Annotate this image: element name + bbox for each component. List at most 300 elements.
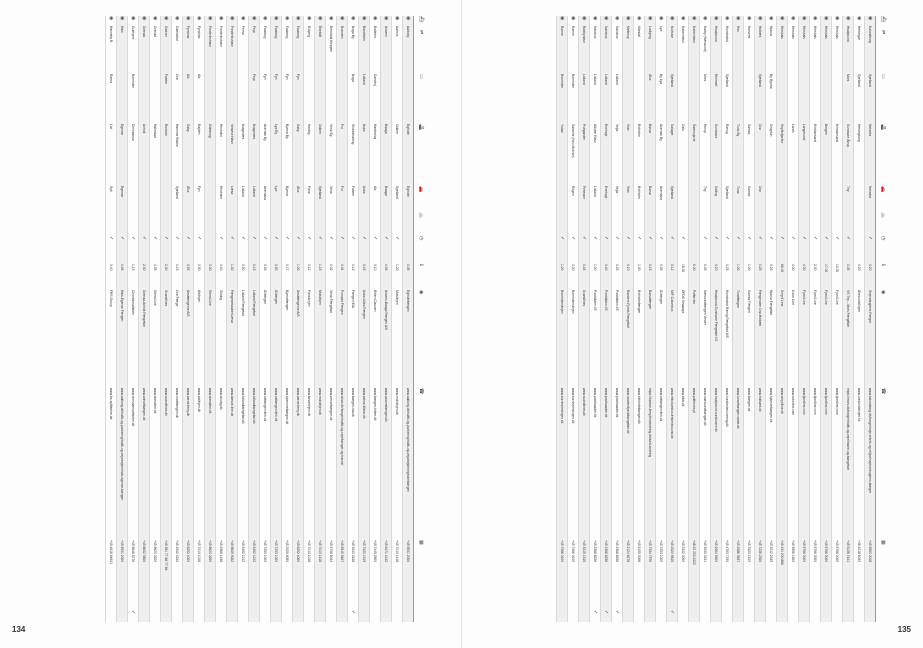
table-row (765, 16, 776, 622)
cell-web[interactable]: www.postbaaden.dk (593, 388, 597, 418)
table-row (798, 16, 809, 622)
cell-web[interactable]: www.aalborg.dk/trafik-og-parkering/trafik-og-vejarbejder/egholmfaergen (406, 388, 410, 493)
cell-web[interactable]: www.skive.dk/borger/trafik-og-veje/faerger-og-havne/ (340, 388, 344, 466)
cell-web[interactable]: www.aeroe-ferry.dk (186, 388, 190, 417)
cell-web[interactable]: www.aeroe-ferry.dk (296, 388, 300, 417)
cell-time: 0.15 (648, 264, 652, 271)
cell-web[interactable]: www.christiansoefarten.dk (131, 388, 135, 427)
cell-web[interactable]: www.stenaline.dk (208, 388, 212, 414)
table-row (589, 16, 600, 622)
table-row (567, 16, 578, 622)
cell-city: Samsø (747, 186, 751, 197)
cell-phone: +45 7010 1018 (307, 540, 311, 563)
row-marker-icon: ◉ (570, 16, 576, 21)
row-marker-icon: ◉ (207, 16, 213, 21)
cell-region (392, 74, 402, 124)
cell-phone: +45 9931 2000 (406, 540, 410, 563)
cell-city: Vejlø (615, 186, 619, 194)
cell-tick: ✓ (284, 236, 290, 241)
cell-region (337, 74, 347, 124)
cell-ck (139, 610, 149, 622)
cell-to: Albuen Havn (593, 124, 597, 143)
cell-web[interactable]: www.molslinjen.dk (395, 388, 399, 415)
cell-web[interactable]: www.fjordline.com (824, 388, 828, 415)
cell-city: Avernakø (659, 186, 663, 201)
cell-city: Salling (714, 186, 718, 196)
cell-port: Brenddal Kleppen (329, 26, 333, 53)
cell-op: Tunøfærgen (736, 290, 740, 309)
cell-web[interactable]: www.assensfaergen.dk (384, 388, 388, 422)
cell-time: 1.30 (230, 264, 234, 271)
table-row (611, 16, 622, 622)
cell-time: 0.50 (274, 264, 278, 271)
cell-region: Als (186, 74, 190, 79)
cell-web[interactable]: www.aalborg.dk/trafik-og-parkering/trafik-og-vejarbejder/hals-egense-faergen (120, 388, 124, 501)
cell-web[interactable]: www.oefaergen.fmk.dk (274, 388, 278, 422)
cell-to: Kristiansand (835, 124, 839, 143)
cell-op: Stena Line (153, 290, 157, 306)
cell-time: 0.10 (626, 264, 630, 271)
cell-region (326, 74, 336, 124)
cell-op: Fjord Line (835, 290, 839, 305)
cell-region (205, 74, 215, 124)
cell-to: Rostock (164, 124, 168, 136)
cell-web[interactable]: www.laesoe-line.dk (230, 388, 234, 417)
table-row (237, 16, 248, 622)
cell-tick: ✓ (251, 236, 257, 241)
table-row (358, 16, 369, 622)
cell-city: Sjælland (395, 186, 399, 199)
cell-city (689, 186, 699, 236)
cell-web[interactable]: www.fjordline.com (802, 388, 806, 415)
cell-port: København (681, 26, 685, 43)
table-row (578, 16, 589, 622)
cell-time: 0.35 (659, 264, 663, 271)
bike-ferry-icon: 🚲 (880, 212, 886, 219)
row-marker-icon: ◉ (284, 16, 290, 21)
cell-tick: ✓ (790, 236, 796, 241)
cell-time: 0.50 (241, 264, 245, 271)
cell-region (150, 74, 160, 124)
cell-web[interactable]: www.fjordline.com (835, 388, 839, 415)
cell-city (139, 186, 149, 236)
row-marker-icon: ◉ (592, 16, 598, 21)
cell-web[interactable]: www.faergen-bitten.dk (373, 388, 377, 421)
cell-city: Bjørnø (285, 186, 289, 196)
cell-op: Skiobg (219, 290, 223, 301)
cell-web[interactable]: www.askoe-lilleoe.dk (362, 388, 366, 419)
cell-ck (370, 610, 380, 622)
right-ferry-table (496, 16, 890, 622)
cell-tick: ✓ (845, 236, 851, 241)
cell-to: Odden (318, 124, 322, 134)
cell-tick: ✓ (317, 236, 323, 241)
cell-time: 2.30 (142, 264, 146, 271)
cell-tick: ✓ (757, 236, 763, 241)
cell-op: Scandlines (582, 290, 586, 307)
cell-tick: ✓ (669, 236, 675, 241)
cell-ck (645, 610, 655, 622)
cell-phone: +45 7334 7576 (648, 540, 652, 563)
right-page (462, 0, 923, 648)
row-marker-icon: ◉ (152, 16, 158, 21)
cell-region (788, 74, 798, 124)
cell-op: Postbåden I/S (604, 290, 608, 311)
cell-ck (656, 610, 666, 622)
cell-port: Nakskov (604, 26, 608, 39)
cell-to: Vesterø Havn (230, 124, 234, 144)
cell-web[interactable]: www.fanoelinjen.dk (307, 388, 311, 417)
cell-tick: ✓ (394, 236, 400, 241)
cell-op: Furnaes Færgen (340, 290, 344, 315)
cell-ck (678, 610, 688, 622)
cell-port: Rødbyhavn (582, 26, 586, 43)
cell-op: Fjord Line (824, 290, 828, 305)
cell-op: Hals-Egense Færgen (120, 290, 124, 322)
cell-region: Lolland (362, 74, 366, 85)
cell-web[interactable]: www.oefaergen.fmk.dk (659, 388, 663, 422)
cell-phone: +45 7253 1000 (274, 540, 278, 563)
row-marker-icon: ◉ (735, 16, 741, 21)
cell-phone: +45 7023 1515 (747, 540, 751, 563)
cell-time: 0.12 (307, 264, 311, 271)
cell-op: Hundested Rørvig Færgefart A/S (725, 290, 729, 339)
cell-op: Bornholmslinjen (571, 290, 575, 314)
cell-web[interactable]: https://barsoe-ferry.fmsbooking.dk/web-booking (648, 388, 652, 458)
page-number: 135 (897, 625, 911, 634)
cell-to: Egense (120, 124, 124, 136)
cell-time: 0.25 (615, 264, 619, 271)
table-row (809, 16, 820, 622)
cell-tick: ✓ (603, 236, 609, 241)
table-row (105, 16, 116, 622)
cell-op: Grenaa-Anholt Færgefart (142, 290, 146, 327)
cell-phone: +45 3086 3637 (736, 540, 740, 563)
cell-phone: +45 2124 8178 (626, 540, 630, 563)
cell-op: DFDS Seaways (681, 290, 685, 314)
cell-region: Bornholm (571, 74, 575, 89)
table-row (336, 16, 347, 622)
cell-city: Egense (120, 186, 124, 198)
cell-op: Hjarnø Færgefart (769, 290, 773, 316)
cell-op: FanøLinjen (307, 290, 311, 307)
cell-web[interactable]: www.oresundslinjen.se (857, 388, 861, 422)
row-marker-icon: ◉ (823, 16, 829, 21)
cell-web[interactable]: www.faergen.dk (747, 388, 751, 412)
cell-web[interactable]: www.randersfjordsfaergefart.dk (626, 388, 630, 434)
cell-region: Sjælland (857, 74, 861, 87)
cell-ck (700, 610, 710, 622)
cell-city (788, 186, 798, 236)
row-marker-icon: ◉ (680, 16, 686, 21)
table-header (875, 16, 890, 622)
cell-port: Holbæk (758, 26, 762, 38)
web-icon: ◉ (418, 290, 424, 295)
cell-web[interactable]: www.scandlines.dk (164, 388, 168, 416)
cell-time: 17.00 (824, 264, 828, 273)
cell-to: Świnoujście (692, 124, 696, 142)
cell-city (832, 186, 842, 236)
cell-ck: ✓ (614, 610, 620, 615)
cell-port: Aalborg (406, 26, 410, 38)
cell-web[interactable]: www.postbaaden.dk (604, 388, 608, 418)
cell-port: Femø (241, 26, 245, 35)
cell-ck (854, 610, 864, 622)
cell-op: Postbåden I/S (615, 290, 619, 311)
cell-time: 3.30 (571, 264, 575, 271)
cell-web[interactable]: www.postbaaden.dk (615, 388, 619, 418)
cell-web[interactable]: www.kalundborg.dk/borger/veje-teknik-og-miljoe/sejeroebugtens-faerger (868, 388, 872, 494)
cell-region (810, 74, 820, 124)
row-marker-icon: ◉ (185, 16, 191, 21)
cell-to: Samsø (747, 124, 751, 135)
cell-web[interactable]: www.oroefaergen.dk (175, 388, 179, 419)
ferry-icon: ⛴ (880, 16, 886, 23)
cell-to: Helsingborg (857, 124, 861, 142)
car-ferry-icon: 🚗 (418, 186, 424, 193)
cell-web[interactable]: www.scandlines.dk (582, 388, 586, 416)
car-ferry-icon: 🚗 (880, 186, 886, 193)
cell-to: Hurup (703, 124, 707, 133)
cell-time: 1.00 (747, 264, 751, 271)
table-row (204, 16, 215, 622)
table-header (413, 16, 428, 622)
cell-port: Kulhuse (670, 26, 674, 38)
row-marker-icon: ◉ (174, 16, 180, 21)
cell-web[interactable]: www.frs-syltfaehre.de (109, 388, 113, 420)
cell-ck (359, 610, 369, 622)
row-marker-icon: ◉ (581, 16, 587, 21)
cell-port: Hirtshals (824, 26, 828, 39)
cell-time: 66.00 (780, 264, 784, 273)
cell-region: Mors (846, 74, 850, 82)
cell-time: 1.15 (318, 264, 322, 271)
cell-city: Tunø (736, 186, 740, 194)
cell-region: Fyn (263, 74, 267, 80)
cell-web[interactable]: www.bornholmslinjen.dk (571, 388, 575, 424)
clock-icon: ◷ (418, 236, 424, 241)
table-row (732, 16, 743, 622)
cell-ck (150, 610, 160, 622)
cell-tick: ✓ (680, 236, 686, 241)
cell-web[interactable]: www.bornholmslinjen.dk (560, 388, 564, 424)
cell-web[interactable]: www.polferries.pl (692, 388, 696, 413)
cell-op: Lolland Færgefart (241, 290, 245, 317)
cell-web[interactable]: www.naessundfaergen.dk (703, 388, 707, 426)
cell-tick: ✓ (614, 236, 620, 241)
cell-op: Bornholmslinjen (560, 290, 564, 314)
cell-time: 0.25 (758, 264, 762, 271)
cell-city: Fanø (307, 186, 311, 194)
cell-city (150, 186, 160, 236)
cell-city: Lyø (274, 186, 278, 192)
cell-port: Rønne (560, 26, 564, 36)
cell-ck: ✓ (592, 610, 598, 615)
cell-web[interactable]: www.fjordline.com (813, 388, 817, 415)
cell-phone: +46 4218 6030 (857, 540, 861, 563)
cell-tick: ✓ (229, 236, 235, 241)
cell-port: Gudhjem (131, 26, 135, 40)
cell-city: Baagø (384, 186, 388, 196)
cell-web[interactable]: www.alslinjen.dk (197, 388, 201, 413)
cell-web[interactable]: https://mors.dk/borger/trafik-og-veje/havne-og-faergefart (846, 388, 850, 470)
cell-time: 0.45 (362, 264, 366, 271)
cell-city: Orø (758, 186, 762, 192)
cell-time: 0.15 (175, 264, 179, 271)
info-icon: ℹ (418, 264, 424, 266)
row-marker-icon: ◉ (405, 16, 411, 21)
cell-time: 0.15 (252, 264, 256, 271)
cell-phone: +45 3342 3000 (681, 540, 685, 563)
cell-web[interactable]: www.colorline.com (791, 388, 795, 416)
cell-port: Faaborg (296, 26, 300, 39)
cell-to: Sundsøre Ånsp. (846, 124, 850, 148)
cell-region: Falster (164, 74, 168, 85)
cell-city: Voer (626, 186, 630, 193)
cell-op: M/F Columbus (670, 290, 674, 312)
cell-ck (766, 610, 776, 622)
cell-web[interactable]: www.anholtfaergen.dk (142, 388, 146, 421)
row-marker-icon: ◉ (801, 16, 807, 21)
cell-region: Bornholm (560, 74, 564, 89)
cell-region: Sjælland (670, 74, 674, 87)
table-row (380, 16, 391, 622)
cell-port: Grenaa (153, 26, 157, 37)
cell-port: Lodbjerg (648, 26, 652, 39)
cell-phone: +45 6471 4142 (384, 540, 388, 563)
cell-time: 9.00 (692, 264, 696, 271)
cell-op: Christiansøfarten (131, 290, 135, 316)
cell-op: Lolland Færgefart (252, 290, 256, 317)
cell-region: Fyn (296, 74, 300, 80)
row-marker-icon: ◉ (372, 16, 378, 21)
cell-web[interactable]: www.bjoernoefaergen.dk (285, 388, 289, 425)
cell-port: Aarhus (395, 26, 399, 37)
cell-city (810, 186, 820, 236)
row-marker-icon: ◉ (625, 16, 631, 21)
cell-time: 0.40 (109, 264, 113, 271)
cell-web[interactable]: www.lollandfaergefart.dk (252, 388, 256, 424)
cell-web[interactable]: www.stenaline.dk (153, 388, 157, 414)
cell-phone: +45 9915 5467 (340, 540, 344, 563)
cell-region (117, 74, 127, 124)
cell-web[interactable]: www.faergen-ida.dk (351, 388, 355, 417)
cell-city: Fyn (197, 186, 201, 192)
cell-to: Göteborg (208, 124, 212, 138)
cell-to: Sølager (670, 124, 674, 136)
cell-web[interactable]: www.oefaergen.fmk.dk (263, 388, 267, 422)
cell-web[interactable]: www.smyrilline.dk (780, 388, 784, 415)
cell-to: Vejlø (615, 124, 619, 132)
cell-port: Frederikshavn (219, 26, 223, 47)
cell-tick: ✓ (130, 236, 136, 241)
cell-region: Mors (703, 74, 707, 82)
cell-phone: +45 2029 8050 (285, 540, 289, 563)
cell-city: Sjælland (670, 186, 674, 199)
cell-time: 0.39 (384, 264, 388, 271)
cell-op: Polferries (692, 290, 696, 304)
cell-time: 4.35 (153, 264, 157, 271)
cell-ck (117, 610, 127, 622)
cell-city: Lolland (241, 186, 245, 197)
row-marker-icon: ◉ (240, 16, 246, 21)
cell-city: Fur (340, 186, 344, 191)
cell-port: Faaborg (274, 26, 278, 39)
row-marker-icon: ◉ (251, 16, 257, 21)
cell-op: Aerøfærgerne A/S (296, 290, 300, 317)
cell-web[interactable]: www.hjarnoefaergen.dk (769, 388, 773, 423)
table-row (248, 16, 259, 622)
cell-tick: ✓ (339, 236, 345, 241)
cell-to: Seyðisfjørður (780, 124, 784, 144)
cell-ck (777, 610, 787, 622)
row-marker-icon: ◉ (328, 16, 334, 21)
cell-ck (381, 610, 391, 622)
cell-tick: ✓ (372, 236, 378, 241)
cell-region (777, 74, 787, 124)
cell-web[interactable]: www.holbaek.dk (758, 388, 762, 412)
row-marker-icon: ◉ (273, 16, 279, 21)
cell-to: Hardeshøj (373, 124, 377, 140)
cell-web[interactable]: www.tunoefaergen.odder.dk (736, 388, 740, 429)
row-marker-icon: ◉ (614, 16, 620, 21)
cell-tick: ✓ (592, 236, 598, 241)
cell-web[interactable]: www.birkholmfaergen.dk (637, 388, 641, 424)
cell-port: Fejø (252, 26, 256, 33)
cell-time: 4.00 (791, 264, 795, 271)
table-row (127, 16, 138, 622)
cell-web[interactable]: www.lollandfaergefart.dk (241, 388, 245, 424)
cell-to: Bøjden (197, 124, 201, 135)
cell-web[interactable]: www.skiobg.dk (219, 388, 223, 410)
calendar-icon: ▦ (418, 540, 424, 545)
cell-city: Barsø (648, 186, 652, 195)
cell-time: 0.12 (351, 264, 355, 271)
cell-web[interactable]: www.molslinjen.dk (318, 388, 322, 415)
cell-region (238, 74, 248, 124)
cell-web[interactable]: www.dfds.dk (681, 388, 685, 407)
table-row (743, 16, 754, 622)
cell-op: Samsø Færgen (747, 290, 751, 313)
cell-city: Thy (703, 186, 707, 192)
cell-region: Sjælland (758, 74, 762, 87)
row-marker-icon: ◉ (350, 16, 356, 21)
row-marker-icon: ◉ (218, 16, 224, 21)
cell-region: By Hjarnø (769, 74, 773, 89)
cell-to: Barsø (648, 124, 652, 133)
cell-port: Havneby R. (109, 26, 113, 44)
phone-icon: ☎ (880, 388, 886, 395)
cell-region: Himmerl. (714, 74, 718, 88)
cell-web[interactable]: www.venoefaergen.dk (329, 388, 333, 421)
cell-op: Venø Færgefart (329, 290, 333, 314)
cell-web[interactable]: www.hvalpsund-sundsoere.dk (714, 388, 718, 432)
cell-web[interactable]: www.mfcolumbus.frederikssund.dk (670, 388, 674, 439)
cell-tick (854, 236, 864, 262)
cell-city: Rügen (571, 186, 575, 196)
cell-web[interactable]: www.hundested-roervig.dk (725, 388, 729, 427)
cell-phone: +49 431 200 886 (780, 540, 784, 565)
cell-time: 0.20 (868, 264, 872, 271)
phone-icon: ☎ (418, 388, 424, 395)
cell-op: Egholmfærgen (406, 290, 410, 312)
cell-op: Færgeruten Orø-Holbæk (758, 290, 762, 327)
cell-time: 0.05 (120, 264, 124, 271)
cell-to: Anholt (142, 124, 146, 134)
table-row (688, 16, 699, 622)
cell-time: 0.50 (197, 264, 201, 271)
cell-ck (634, 610, 644, 622)
